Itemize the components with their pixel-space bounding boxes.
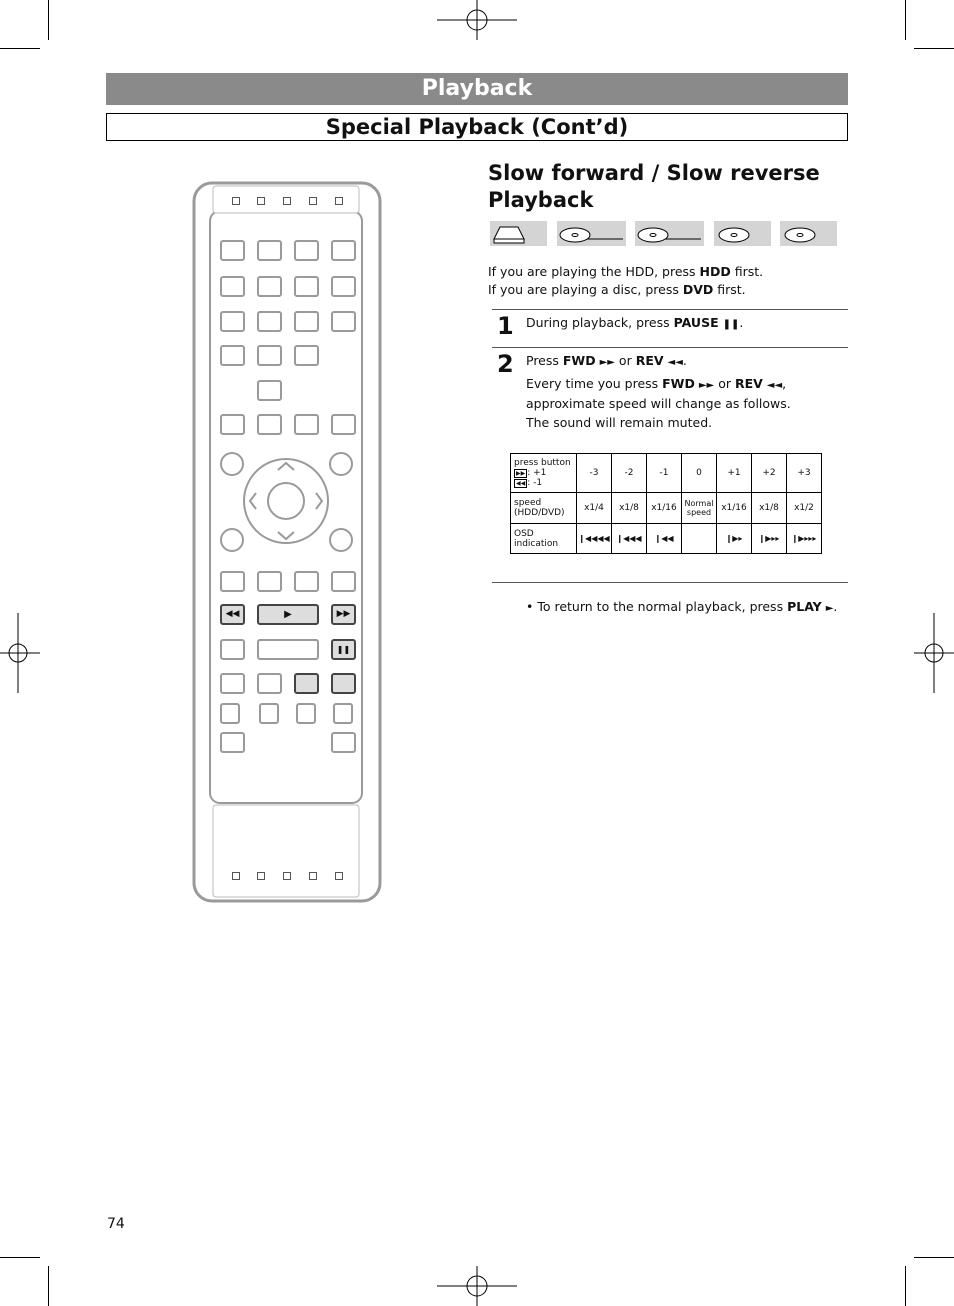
osd-slow-rev-1-icon: ❙◀◀ — [647, 524, 682, 554]
crop-mark — [914, 1257, 954, 1258]
remote-button — [220, 414, 245, 435]
step-number: 1 — [497, 312, 514, 340]
table-cell: +1 — [717, 454, 752, 493]
remote-button — [220, 240, 245, 261]
skip-button-graphic — [331, 571, 356, 592]
navigation-pad-graphic — [218, 450, 356, 556]
channel-down-button-graphic — [331, 311, 356, 332]
table-cell: x1/8 — [752, 493, 787, 524]
remote-button — [220, 732, 245, 753]
divider — [492, 347, 848, 348]
table-cell: x1/4 — [577, 493, 612, 524]
remote-button — [331, 732, 356, 753]
led-dot — [257, 197, 265, 205]
osd-slow-fwd-2-icon: ❙▶▸▸ — [752, 524, 787, 554]
table-cell: -3 — [577, 454, 612, 493]
table-row-header: press button ▶▶ : +1 ◀◀ : -1 — [511, 454, 577, 493]
remote-button — [257, 673, 282, 694]
fwd-button-graphic: ▶▶ — [331, 604, 356, 625]
remote-button — [333, 703, 353, 724]
divider — [492, 309, 848, 310]
section-title: Playback — [106, 73, 848, 105]
osd-slow-rev-2-icon: ❙◀◀◀ — [612, 524, 647, 554]
rev-button-graphic: ◀◀ — [220, 604, 245, 625]
remote-button — [257, 380, 282, 401]
table-cell: Normal speed — [682, 493, 717, 524]
crop-mark — [905, 0, 906, 40]
table-row-header: OSD indication — [511, 524, 577, 554]
step-2-note: The sound will remain muted. — [526, 415, 713, 430]
crop-mark — [905, 1266, 906, 1306]
led-dot — [335, 872, 343, 880]
page-heading: Slow forward / Slow reverse Playback — [488, 161, 820, 212]
remote-button — [220, 345, 245, 366]
remote-button — [294, 240, 319, 261]
fwd-icon: ▶▶ — [516, 470, 526, 477]
remote-button — [294, 276, 319, 297]
remote-button — [257, 414, 282, 435]
pause-button-graphic: ❚❚ — [331, 639, 356, 660]
hdd-icon — [490, 221, 547, 246]
table-cell: x1/16 — [647, 493, 682, 524]
led-dot — [232, 197, 240, 205]
osd-slow-rev-3-icon: ❙◀◀◀◀ — [577, 524, 612, 554]
registration-mark-bottom — [437, 1266, 517, 1306]
remote-button — [257, 345, 282, 366]
led-dot — [232, 872, 240, 880]
step-2-text: Press FWD ►► or REV ◄◄. — [526, 353, 687, 368]
led-dot — [257, 872, 265, 880]
remote-button — [257, 311, 282, 332]
dvd-rw-video-mode-icon — [635, 221, 704, 246]
subsection-title: Special Playback (Cont’d) — [106, 113, 848, 141]
osd-slow-fwd-1-icon: ❙▶▸ — [717, 524, 752, 554]
table-cell: x1/2 — [787, 493, 822, 524]
speed-table — [510, 453, 822, 554]
remote-button — [331, 414, 356, 435]
step-1-text: During playback, press PAUSE ❚❚. — [526, 315, 744, 330]
page-number: 74 — [107, 1216, 125, 1232]
remote-button — [257, 240, 282, 261]
stop-button-graphic — [257, 639, 319, 660]
skip-forward-button-graphic — [257, 571, 282, 592]
remote-button — [220, 276, 245, 297]
eject-button-graphic — [331, 240, 356, 261]
table-cell — [682, 524, 717, 554]
remote-button — [294, 345, 319, 366]
table-cell: -1 — [647, 454, 682, 493]
crop-mark — [914, 48, 954, 49]
table-row-header: speed (HDD/DVD) — [511, 493, 577, 524]
rev-icon: ◀◀ — [516, 480, 526, 487]
table-cell: 0 — [682, 454, 717, 493]
hdd-button-graphic — [294, 673, 319, 694]
led-dot — [283, 197, 291, 205]
return-note: • To return to the normal playback, press PLAY ►. — [526, 599, 838, 614]
dvd-button-graphic — [331, 673, 356, 694]
remote-button — [259, 703, 279, 724]
led-dot — [335, 197, 343, 205]
table-cell: +2 — [752, 454, 787, 493]
remote-button — [220, 673, 245, 694]
osd-slow-fwd-3-icon: ❙▶▸▸▸ — [787, 524, 822, 554]
table-cell: x1/8 — [612, 493, 647, 524]
led-dot — [283, 872, 291, 880]
intro-text: If you are playing the HDD, press HDD first. If you are playing a disc, press DVD first. — [488, 264, 764, 297]
step-2-detail: Every time you press FWD ►► or REV ◄◄, approximate speed will change as follows. — [526, 376, 791, 411]
registration-mark-top — [437, 0, 517, 40]
led-dot — [309, 197, 317, 205]
dvd-video-icon — [557, 221, 626, 246]
remote-button — [257, 276, 282, 297]
remote-button — [296, 703, 316, 724]
dvd-rw-vr-mode-icon — [714, 221, 771, 246]
led-dot — [309, 872, 317, 880]
play-button-graphic: ▶ — [257, 604, 319, 625]
registration-mark-left — [0, 613, 40, 693]
crop-mark — [0, 1257, 40, 1258]
channel-up-button-graphic — [331, 276, 356, 297]
crop-mark — [48, 0, 49, 40]
crop-mark — [48, 1266, 49, 1306]
remote-button — [294, 311, 319, 332]
registration-mark-right — [914, 613, 954, 693]
table-cell: -2 — [612, 454, 647, 493]
step-button-graphic — [220, 639, 245, 660]
remote-button — [220, 311, 245, 332]
step-number: 2 — [497, 350, 514, 378]
remote-button — [294, 414, 319, 435]
table-cell: +3 — [787, 454, 822, 493]
crop-mark — [0, 48, 40, 49]
table-cell: x1/16 — [717, 493, 752, 524]
dvd-r-icon — [780, 221, 837, 246]
skip-back-button-graphic — [220, 571, 245, 592]
replay-button-graphic — [294, 571, 319, 592]
divider — [492, 582, 848, 583]
remote-button — [220, 703, 240, 724]
